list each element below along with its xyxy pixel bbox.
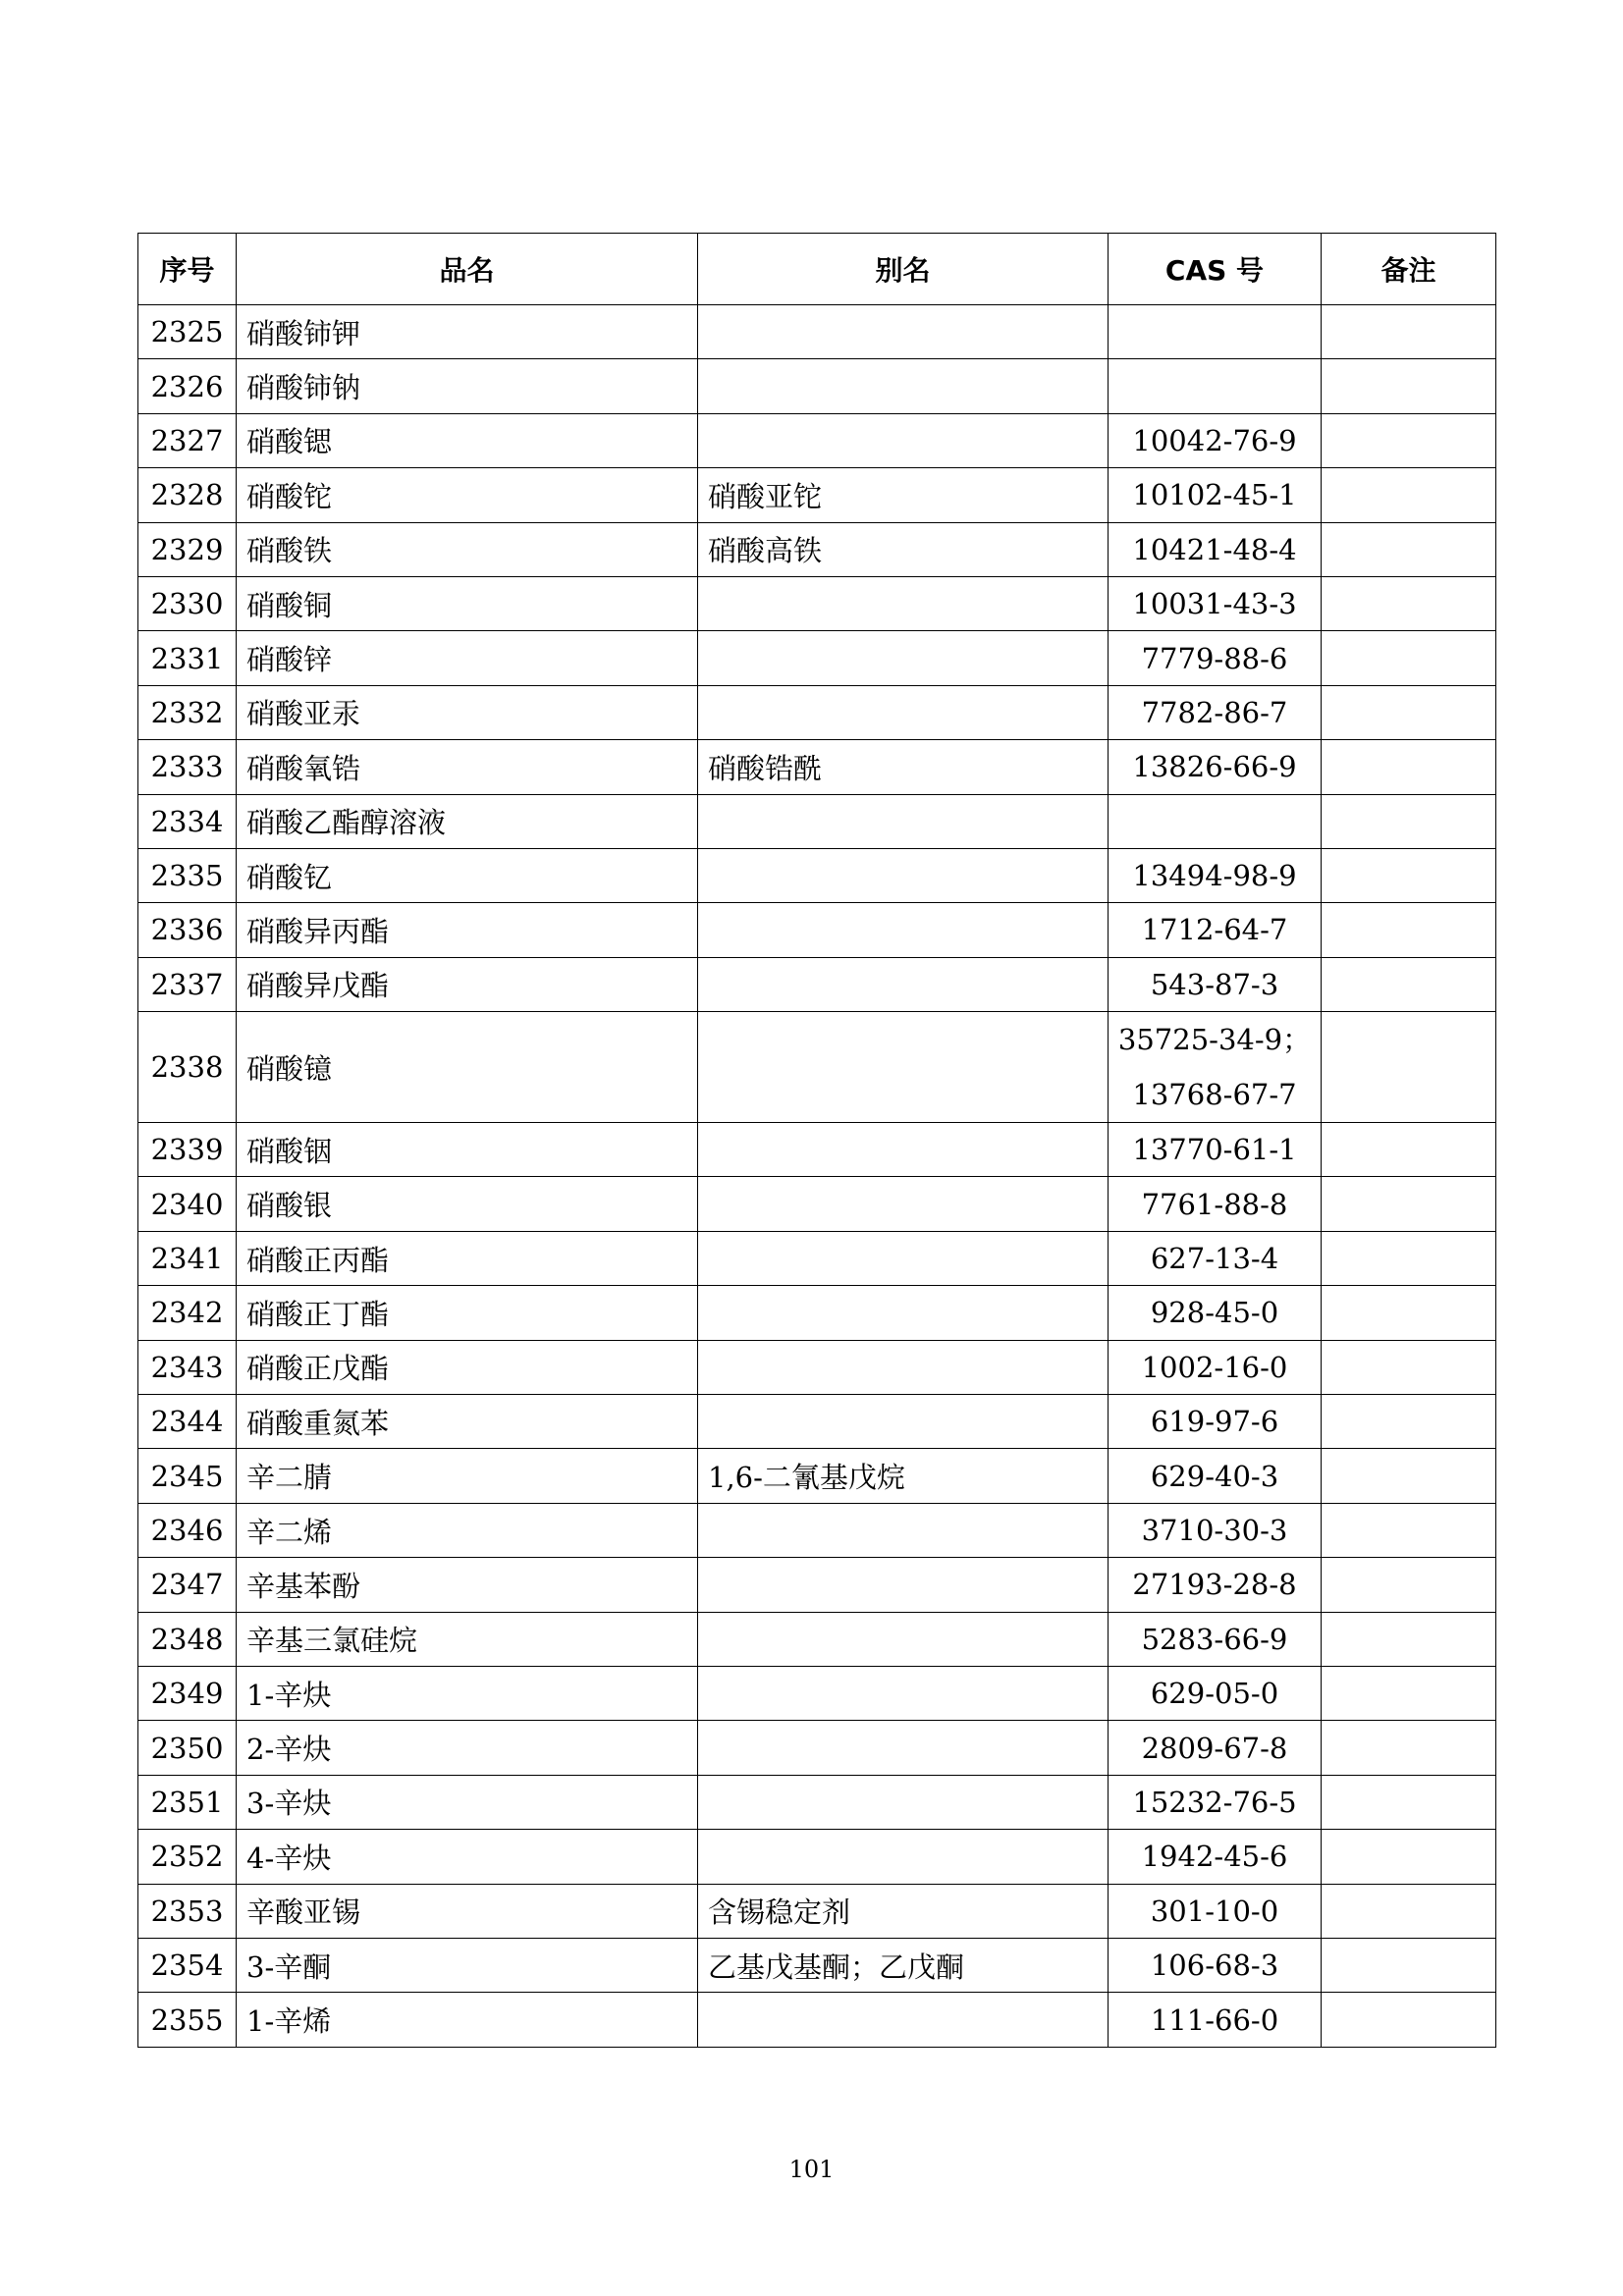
table-row xyxy=(138,1449,1496,1503)
row-note xyxy=(1322,848,1496,902)
row-note xyxy=(1322,685,1496,739)
row-note xyxy=(1322,1340,1496,1394)
row-alias xyxy=(698,1666,1109,1720)
row-seq: 2342 xyxy=(138,1286,237,1340)
row-alias: 硝酸亚铊 xyxy=(698,468,1109,522)
table-row xyxy=(138,740,1496,794)
row-seq: 2340 xyxy=(138,1177,237,1231)
row-note xyxy=(1322,903,1496,957)
table-row xyxy=(138,1395,1496,1449)
row-name: 2-辛炔 xyxy=(237,1721,698,1775)
row-seq: 2354 xyxy=(138,1938,237,1992)
row-seq: 2345 xyxy=(138,1449,237,1503)
row-note xyxy=(1322,1884,1496,1938)
header-alias: 别名 xyxy=(698,234,1109,305)
row-note xyxy=(1322,957,1496,1011)
table-row xyxy=(138,903,1496,957)
row-name: 硝酸铈钠 xyxy=(237,359,698,413)
row-name: 4-辛炔 xyxy=(237,1830,698,1884)
row-cas: 619-97-6 xyxy=(1109,1395,1322,1449)
table-row xyxy=(138,1830,1496,1884)
row-alias xyxy=(698,1775,1109,1829)
row-name: 硝酸铁 xyxy=(237,522,698,576)
row-seq: 2355 xyxy=(138,1993,237,2047)
row-alias xyxy=(698,957,1109,1011)
row-name: 硝酸亚汞 xyxy=(237,685,698,739)
row-alias: 含锡稳定剂 xyxy=(698,1884,1109,1938)
row-note xyxy=(1322,1938,1496,1992)
row-note xyxy=(1322,1123,1496,1177)
row-name: 硝酸正戊酯 xyxy=(237,1340,698,1394)
table-row xyxy=(138,631,1496,685)
row-alias xyxy=(698,305,1109,359)
table-row xyxy=(138,1612,1496,1666)
table-row xyxy=(138,1012,1496,1123)
table-row xyxy=(138,794,1496,848)
table-row xyxy=(138,1993,1496,2047)
row-name: 1-辛烯 xyxy=(237,1993,698,2047)
row-cas: 10421-48-4 xyxy=(1109,522,1322,576)
row-alias xyxy=(698,903,1109,957)
row-seq: 2336 xyxy=(138,903,237,957)
row-seq: 2331 xyxy=(138,631,237,685)
table-row xyxy=(138,522,1496,576)
row-note xyxy=(1322,1449,1496,1503)
table-row xyxy=(138,1938,1496,1992)
row-seq: 2329 xyxy=(138,522,237,576)
row-name: 硝酸铊 xyxy=(237,468,698,522)
row-cas xyxy=(1109,359,1322,413)
row-cas: 629-40-3 xyxy=(1109,1449,1322,1503)
row-note xyxy=(1322,1012,1496,1123)
table-row xyxy=(138,359,1496,413)
row-alias xyxy=(698,1612,1109,1666)
chemical-table xyxy=(137,233,1496,2048)
row-cas: 10031-43-3 xyxy=(1109,576,1322,630)
row-note xyxy=(1322,1286,1496,1340)
row-name: 硝酸银 xyxy=(237,1177,698,1231)
row-cas: 10042-76-9 xyxy=(1109,413,1322,467)
table-header xyxy=(138,234,1496,305)
row-seq: 2325 xyxy=(138,305,237,359)
table-row xyxy=(138,1231,1496,1285)
row-cas: 7761-88-8 xyxy=(1109,1177,1322,1231)
row-note xyxy=(1322,1775,1496,1829)
row-name: 硝酸铜 xyxy=(237,576,698,630)
row-note xyxy=(1322,1395,1496,1449)
row-seq: 2330 xyxy=(138,576,237,630)
row-alias xyxy=(698,794,1109,848)
row-alias xyxy=(698,1395,1109,1449)
row-note xyxy=(1322,631,1496,685)
row-alias xyxy=(698,1123,1109,1177)
header-note: 备注 xyxy=(1322,234,1496,305)
row-note xyxy=(1322,1558,1496,1612)
row-seq: 2332 xyxy=(138,685,237,739)
row-name: 硝酸锶 xyxy=(237,413,698,467)
row-cas xyxy=(1109,305,1322,359)
row-name: 硝酸氧锆 xyxy=(237,740,698,794)
row-note xyxy=(1322,794,1496,848)
row-alias xyxy=(698,631,1109,685)
row-cas: 13770-61-1 xyxy=(1109,1123,1322,1177)
row-cas: 106-68-3 xyxy=(1109,1938,1322,1992)
row-cas: 15232-76-5 xyxy=(1109,1775,1322,1829)
row-note xyxy=(1322,359,1496,413)
row-cas: 111-66-0 xyxy=(1109,1993,1322,2047)
row-cas: 301-10-0 xyxy=(1109,1884,1322,1938)
row-cas: 928-45-0 xyxy=(1109,1286,1322,1340)
row-name: 硝酸锌 xyxy=(237,631,698,685)
header-cas: CAS 号 xyxy=(1109,234,1322,305)
table-body xyxy=(138,305,1496,2048)
row-alias xyxy=(698,1993,1109,2047)
row-seq: 2352 xyxy=(138,1830,237,1884)
row-seq: 2343 xyxy=(138,1340,237,1394)
row-seq: 2334 xyxy=(138,794,237,848)
row-seq: 2349 xyxy=(138,1666,237,1720)
table-row xyxy=(138,413,1496,467)
row-alias xyxy=(698,685,1109,739)
row-note xyxy=(1322,413,1496,467)
row-note xyxy=(1322,1993,1496,2047)
header-name: 品名 xyxy=(237,234,698,305)
row-alias xyxy=(698,1503,1109,1557)
row-note xyxy=(1322,740,1496,794)
row-alias xyxy=(698,413,1109,467)
row-name: 硝酸镱 xyxy=(237,1012,698,1123)
row-seq: 2351 xyxy=(138,1775,237,1829)
row-note xyxy=(1322,1231,1496,1285)
row-seq: 2327 xyxy=(138,413,237,467)
row-cas: 13494-98-9 xyxy=(1109,848,1322,902)
cas-line: 35725-34-9； xyxy=(1117,1023,1312,1057)
row-name: 硝酸异丙酯 xyxy=(237,903,698,957)
row-cas xyxy=(1109,1012,1322,1123)
row-note xyxy=(1322,305,1496,359)
row-name: 辛酸亚锡 xyxy=(237,1884,698,1938)
row-cas: 629-05-0 xyxy=(1109,1666,1322,1720)
row-name: 辛基三氯硅烷 xyxy=(237,1612,698,1666)
row-cas: 1002-16-0 xyxy=(1109,1340,1322,1394)
table-row xyxy=(138,848,1496,902)
row-cas: 3710-30-3 xyxy=(1109,1503,1322,1557)
table-row xyxy=(138,1123,1496,1177)
row-name: 硝酸正丁酯 xyxy=(237,1286,698,1340)
row-alias: 乙基戊基酮；乙戊酮 xyxy=(698,1938,1109,1992)
row-seq: 2346 xyxy=(138,1503,237,1557)
row-alias: 1,6-二氰基戊烷 xyxy=(698,1449,1109,1503)
row-alias xyxy=(698,359,1109,413)
row-name: 硝酸钇 xyxy=(237,848,698,902)
cas-line: 13768-67-7 xyxy=(1132,1078,1297,1112)
row-seq: 2338 xyxy=(138,1012,237,1123)
row-cas: 10102-45-1 xyxy=(1109,468,1322,522)
row-name: 硝酸乙酯醇溶液 xyxy=(237,794,698,848)
row-cas: 543-87-3 xyxy=(1109,957,1322,1011)
table-row xyxy=(138,1503,1496,1557)
row-note xyxy=(1322,1177,1496,1231)
row-seq: 2339 xyxy=(138,1123,237,1177)
header-seq: 序号 xyxy=(138,234,237,305)
table-row xyxy=(138,1340,1496,1394)
row-cas: 5283-66-9 xyxy=(1109,1612,1322,1666)
row-alias xyxy=(698,1830,1109,1884)
row-cas xyxy=(1109,794,1322,848)
table-row xyxy=(138,1286,1496,1340)
row-note xyxy=(1322,468,1496,522)
table-row xyxy=(138,1666,1496,1720)
row-note xyxy=(1322,1612,1496,1666)
row-note xyxy=(1322,1830,1496,1884)
table-row xyxy=(138,1177,1496,1231)
row-name: 3-辛酮 xyxy=(237,1938,698,1992)
row-alias xyxy=(698,576,1109,630)
row-seq: 2337 xyxy=(138,957,237,1011)
page-number: 101 xyxy=(788,2156,835,2183)
table-row xyxy=(138,305,1496,359)
row-alias: 硝酸锆酰 xyxy=(698,740,1109,794)
row-alias xyxy=(698,1558,1109,1612)
row-name: 辛二腈 xyxy=(237,1449,698,1503)
row-name: 硝酸铈钾 xyxy=(237,305,698,359)
table-row xyxy=(138,1721,1496,1775)
row-alias xyxy=(698,1177,1109,1231)
row-cas: 7782-86-7 xyxy=(1109,685,1322,739)
table-row xyxy=(138,685,1496,739)
row-alias xyxy=(698,1340,1109,1394)
row-seq: 2347 xyxy=(138,1558,237,1612)
row-name: 硝酸正丙酯 xyxy=(237,1231,698,1285)
row-seq: 2333 xyxy=(138,740,237,794)
row-seq: 2344 xyxy=(138,1395,237,1449)
row-name: 1-辛炔 xyxy=(237,1666,698,1720)
row-name: 硝酸异戊酯 xyxy=(237,957,698,1011)
row-cas: 2809-67-8 xyxy=(1109,1721,1322,1775)
row-cas: 13826-66-9 xyxy=(1109,740,1322,794)
row-name: 辛基苯酚 xyxy=(237,1558,698,1612)
table-row xyxy=(138,468,1496,522)
row-seq: 2328 xyxy=(138,468,237,522)
row-name: 3-辛炔 xyxy=(237,1775,698,1829)
row-name: 辛二烯 xyxy=(237,1503,698,1557)
row-seq: 2348 xyxy=(138,1612,237,1666)
row-note xyxy=(1322,1721,1496,1775)
row-cas: 7779-88-6 xyxy=(1109,631,1322,685)
row-seq: 2350 xyxy=(138,1721,237,1775)
row-alias: 硝酸高铁 xyxy=(698,522,1109,576)
table-row xyxy=(138,1884,1496,1938)
table-row xyxy=(138,576,1496,630)
row-note xyxy=(1322,522,1496,576)
header-row xyxy=(138,234,1496,305)
table-row xyxy=(138,957,1496,1011)
row-cas: 627-13-4 xyxy=(1109,1231,1322,1285)
row-cas: 1942-45-6 xyxy=(1109,1830,1322,1884)
row-seq: 2326 xyxy=(138,359,237,413)
row-note xyxy=(1322,1666,1496,1720)
row-alias xyxy=(698,1231,1109,1285)
row-alias xyxy=(698,1012,1109,1123)
row-cas: 1712-64-7 xyxy=(1109,903,1322,957)
table-row xyxy=(138,1775,1496,1829)
row-alias xyxy=(698,1286,1109,1340)
row-alias xyxy=(698,1721,1109,1775)
row-seq: 2353 xyxy=(138,1884,237,1938)
row-note xyxy=(1322,576,1496,630)
row-name: 硝酸重氮苯 xyxy=(237,1395,698,1449)
row-name: 硝酸铟 xyxy=(237,1123,698,1177)
row-cas: 27193-28-8 xyxy=(1109,1558,1322,1612)
row-seq: 2341 xyxy=(138,1231,237,1285)
row-alias xyxy=(698,848,1109,902)
row-seq: 2335 xyxy=(138,848,237,902)
table-row xyxy=(138,1558,1496,1612)
row-note xyxy=(1322,1503,1496,1557)
